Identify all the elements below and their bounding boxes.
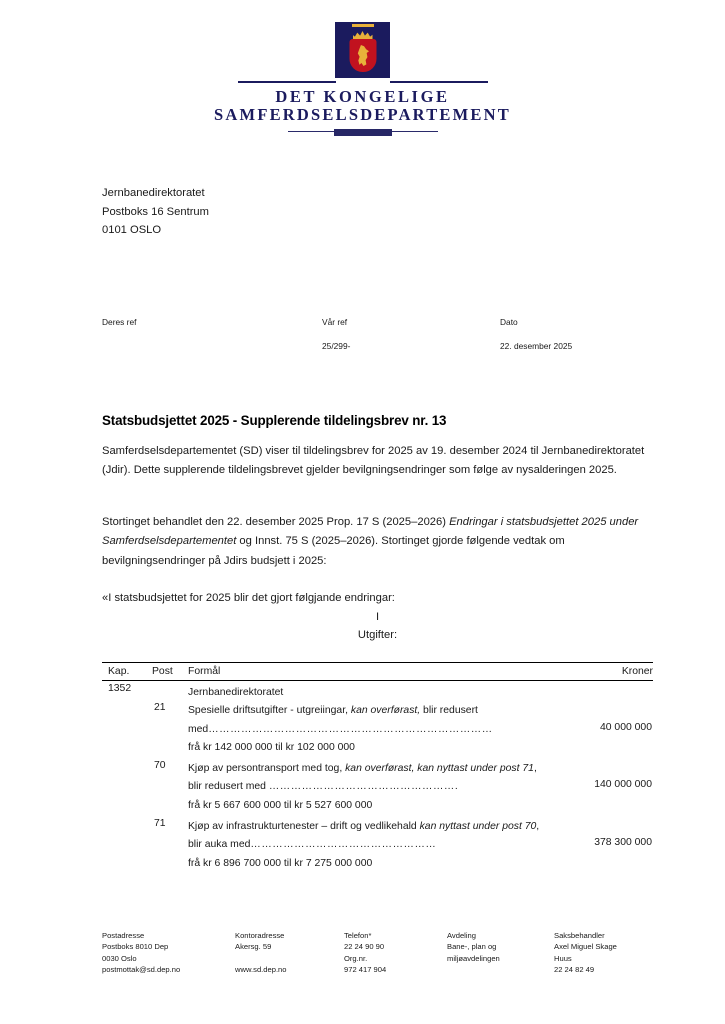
logo-line-2: SAMFERDSELSDEPARTEMENT [214,105,511,125]
post-subline: frå kr 6 896 700 000 til kr 7 275 000 000 [188,857,373,869]
footer-column-saksbehandler [554,930,664,976]
column-header-formal: Formål [188,666,221,677]
footer-line: Axel Miguel Skage [554,942,617,952]
table-row-chapter [102,681,653,700]
coat-of-arms-icon [335,22,390,78]
var-ref-column [322,317,350,351]
footer-line: 22 24 82 49 [554,965,595,975]
logo-line-1: DET KONGELIGE [275,87,450,106]
footer-line: Huus [554,953,572,963]
footer-heading: Telefon* [344,931,372,940]
crest-top-bar [352,24,374,27]
footer-heading: Avdeling [447,931,476,940]
dato-column [500,317,572,351]
post-description [188,700,653,758]
paragraph-intro: Samferdselsdepartementet (SD) viser til tildelingsbrev for 2025 av 19. desember 2024 til Jernbanedirektoratet (Jdir). Dette supplerende tildelingsbrevet gjelder bevilgningsendringer som følge av nysalderingen 2025. [102,445,645,477]
var-ref-value: 25/299- [322,341,351,351]
logo-under-rule [213,128,513,138]
column-header-kap: Kap. [108,666,130,677]
post-leader-dots: …………………………………………………………………… [208,723,493,735]
footer-heading: Saksbehandler [554,931,605,940]
post-description [188,816,653,874]
recipient-name: Jernbanedirektoratet [102,187,205,199]
post-leader-dots: …………………………………………… [250,839,437,851]
logo-rule-right [390,81,488,83]
paragraph-stortinget [102,513,653,571]
recipient-street: Postboks 16 Sentrum [102,205,209,218]
var-ref-label: Vår ref [322,317,348,327]
page-title: Statsbudsjettet 2025 - Supplerende tildelingsbrev nr. 13 [102,413,447,428]
post-text-1: Kjøp av infrastrukturtenester – drift og vedlikehald [188,820,420,832]
post-description [188,758,653,816]
paragraph-quote-open: «I statsbudsjettet for 2025 blir det gjort følgjande endringar: [102,592,395,604]
deres-ref-label: Deres ref [102,317,137,327]
paragraph-stortinget-part1: Stortinget behandlet den 22. desember 2025 Prop. 17 S (2025–2026) [102,516,450,528]
dato-value: 22. desember 2025 [500,341,573,351]
footer-heading: Kontoradresse [235,931,285,940]
logo-underbar-thick [334,129,392,136]
footer-column-avdeling [447,930,552,964]
post-leader-dots: ……………………………………………. [268,781,459,793]
paragraph-stortinget-italic: Endringar i statsbudsjettet 2025 under Samferdselsdepartementet [102,516,639,548]
post-subline: frå kr 142 000 000 til kr 102 000 000 [188,742,355,754]
post-text-1: Spesielle driftsutgifter - utgreiingar, [188,705,351,716]
department-logo [0,22,725,138]
post-amount: 378 300 000 [594,837,652,849]
paragraph-stortinget-part2: og Innst. 75 S (2025–2026). Stortinget gjorde følgende vedtak om bevilgningsendringer på Jdirs budsjett i 2025: [102,535,565,567]
footer-column-postadresse [102,930,232,976]
chapter-name: Jernbanedirektoratet [188,687,284,698]
footer-line: Org.nr. [344,953,368,963]
post-amount: 40 000 000 [599,721,652,733]
column-header-post: Post [152,666,173,677]
footer-line: Bane-, plan og [447,942,497,952]
logo-side-rules [213,78,513,86]
footer-line-spacer [235,953,340,964]
table-row [102,758,653,816]
post-amount: 140 000 000 [594,779,652,791]
dato-label: Dato [500,317,518,327]
table-row [102,700,653,758]
post-number: 70 [154,759,166,771]
post-text-2: blir redusert med [188,705,478,735]
post-subline: frå kr 5 667 600 000 til kr 5 527 600 000 [188,799,373,811]
post-number: 21 [154,702,166,713]
footer-website[interactable]: www.sd.dep.no [235,965,287,975]
logo-rule-left [238,81,336,83]
post-text-italic: kan nyttast under post 70 [419,820,537,832]
post-text-italic: kan overførast, [350,705,421,716]
chapter-number: 1352 [108,683,132,694]
roman-numeral-heading: I [375,611,380,623]
footer-line: Postboks 8010 Dep [102,942,169,952]
post-number: 71 [154,817,166,829]
footer-line: 22 24 90 90 [344,942,385,952]
post-text-1: Kjøp av persontransport med tog, [188,762,346,774]
footer-line: 972 417 904 [344,965,387,975]
deres-ref-column [102,317,136,341]
footer-line: 0030 Oslo [102,953,137,963]
footer-email[interactable]: postmottak@sd.dep.no [102,965,181,975]
footer-column-kontoradresse [235,930,340,976]
column-header-kroner: Kroner [621,666,653,677]
table-row [102,816,653,874]
recipient-city: 0101 OSLO [102,224,162,237]
footer-column-telefon [344,930,444,976]
table-header-row [102,663,653,680]
utgifter-heading: Utgifter: [357,629,398,641]
footer-line: Akersg. 59 [235,942,272,952]
footer-heading: Postadresse [102,931,145,940]
post-text-2: , blir auka med [188,820,540,851]
budget-table [102,662,653,873]
recipient-address [102,184,209,240]
post-text-2: , blir redusert med [188,762,537,793]
footer-line: miljøavdelingen [447,953,500,963]
post-text-italic: kan overførast, kan nyttast under post 71 [345,762,534,774]
